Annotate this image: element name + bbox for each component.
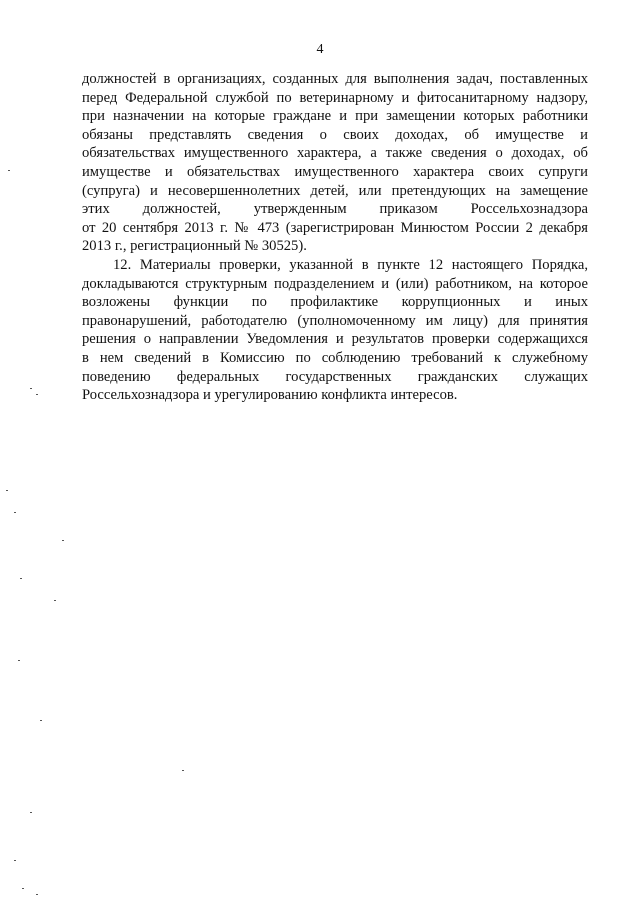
page-number: 4: [316, 42, 324, 57]
text-line: обязательствах имущественного характера, а также сведения о доходах, об: [82, 145, 588, 162]
text-line: возложены функции по профилактике коррупционных и иных: [82, 294, 588, 311]
text-line: 12. Материалы проверки, указанной в пункте 12 настоящего Порядка,: [113, 256, 588, 273]
text-line: в нем сведений в Комиссию по соблюдению требований к служебному: [82, 349, 588, 366]
text-line: имуществе и обязательствах имущественного характера своих супруги: [82, 163, 588, 180]
text-line: этих должностей, утвержденным приказом Россельхознадзора: [82, 201, 588, 218]
text-line: 2013 г., регистрационный № 30525).: [82, 238, 307, 255]
text-line: правонарушений, работодателю (уполномоченному им лицу) для принятия: [82, 312, 588, 329]
text-line: перед Федеральной службой по ветеринарному и фитосанитарному надзору,: [82, 89, 588, 106]
text-line: обязаны представлять сведения о своих доходах, об имуществе и: [82, 126, 588, 143]
text-line: должностей в организациях, созданных для выполнения задач, поставленных: [82, 71, 588, 87]
text-line: поведению федеральных государственных гражданских служащих: [82, 368, 588, 385]
text-line: от 20 сентября 2013 г. № 473 (зарегистрирован Минюстом России 2 декабря: [82, 219, 588, 236]
text-line: докладываются структурным подразделением и (или) работником, на которое: [82, 275, 588, 292]
body-text: [82, 70, 588, 405]
text-line: Россельхознадзора и урегулированию конфликта интересов.: [82, 387, 458, 404]
text-line: решения о направлении Уведомления и результатов проверки содержащихся: [82, 331, 588, 348]
text-line: (супруга) и несовершеннолетних детей, или претендующих на замещение: [82, 182, 588, 199]
text-line: при назначении на которые граждане и при замещении которых работники: [82, 108, 588, 125]
